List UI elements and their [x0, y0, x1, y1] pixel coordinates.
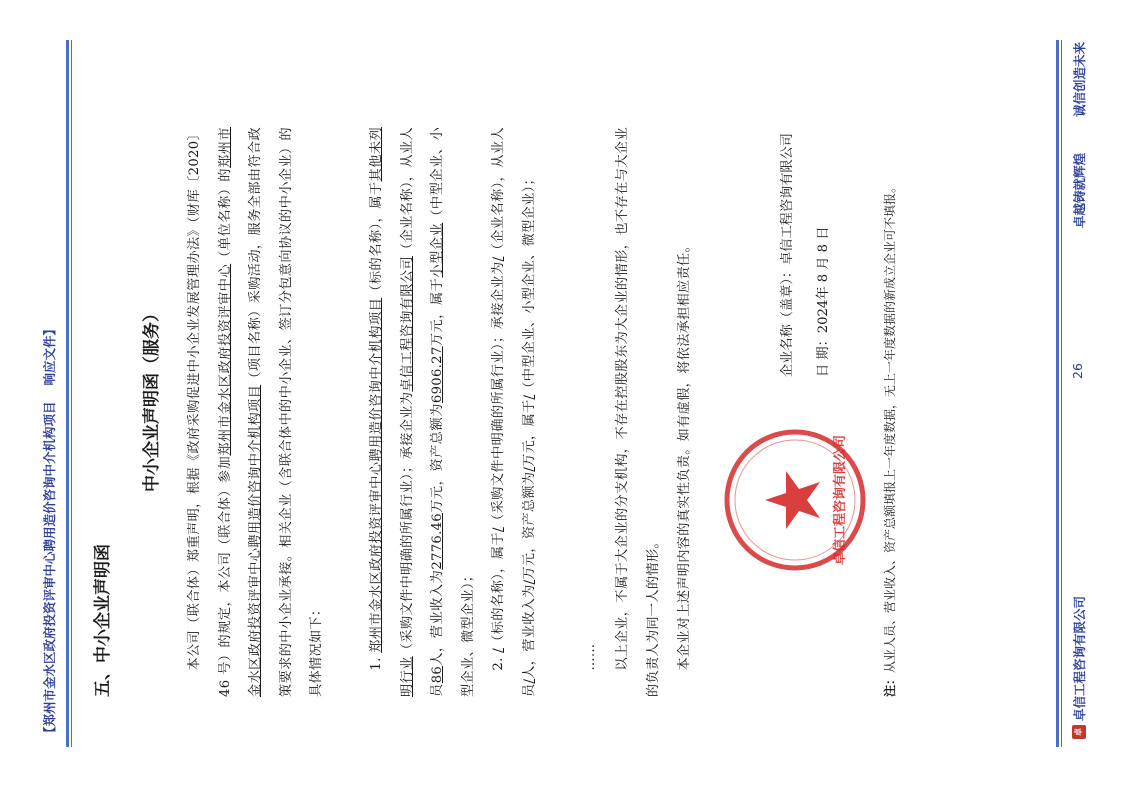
item2-paragraph: [484, 127, 545, 697]
intro-text-2: （单位名称）的: [217, 167, 233, 264]
project-name: 郑州市金水区政府投资评审中心聘用造价咨询中介机构项目: [217, 126, 263, 697]
item1-text: （标的名称），属于: [369, 181, 384, 298]
item2-text: （标的名称），属于: [491, 531, 506, 649]
footnote-label: 注：: [883, 672, 897, 697]
item2-blank: /: [491, 256, 506, 262]
item2-text: 万元，属于: [521, 399, 537, 467]
item1-text: 万元，属于: [430, 277, 445, 347]
item2-text: 万元，资产总额为: [521, 471, 537, 580]
signature-date: 日 期：2024年 8 月 8 日: [816, 226, 831, 377]
item1-text: 万元，资产总额为: [430, 403, 445, 514]
item1-text: 人，营业收入为: [430, 569, 445, 666]
footer-company-name: 卓信工程咨询有限公司: [1072, 595, 1087, 721]
item1-lot: 郑州市金水区政府投资评审中心聘用造价咨询中介机构项目: [369, 297, 384, 653]
ellipsis: ……: [583, 643, 598, 671]
item1-size: 小型企业: [430, 222, 445, 278]
item2-blank: /: [491, 527, 506, 532]
item2-blank: /: [521, 466, 537, 472]
item2-blank: /: [521, 579, 537, 585]
intro-paragraph: [180, 127, 333, 697]
page-footer: [1070, 42, 1092, 739]
item1-number: 1.: [369, 657, 384, 671]
footer-slogan-2: 诚信创造未来: [1072, 42, 1087, 118]
footnote-text: 从业人员、营业收入、资产总额填报上一年度数据，无上一年度数据的新成立企业可不填报。: [883, 180, 897, 673]
item2-text: （采购文件中明确的所属行业）；承接企业为: [491, 261, 506, 528]
item1-paragraph: [362, 127, 484, 697]
intro-text-3: （项目名称）采购活动，服务全部由符合政策要求的中小企业承接。相关企业（含联合体中的中小企业、签订分包意向协议的中小企业）的具体情况如下：: [248, 127, 324, 697]
item1-assets: 6906.27: [430, 346, 445, 404]
item2-text: 人，营业收入为: [521, 584, 537, 679]
item2-blank: /: [521, 678, 537, 684]
non-large-enterprise-paragraph: 以上企业，不属于大企业的分支机构，不存在控股股东为大企业的情形，也不存在与大企业的负责人为同一人的情形。: [615, 127, 661, 697]
svg-text:卓信工程咨询有限公司: 卓信工程咨询有限公司: [833, 434, 848, 566]
header-rule: [66, 40, 69, 747]
item1-staff: 86: [430, 665, 445, 684]
item1-revenue: 2776.46: [430, 513, 445, 570]
footer-company: [1070, 596, 1088, 739]
item2-text: （中型企业、小型企业、微型企业）；: [521, 172, 537, 395]
section-title: 五、中小企业声明函: [93, 544, 113, 697]
company-seal-stamp: [720, 425, 870, 575]
footer-slogan-1: 卓越铸就辉煌: [1072, 153, 1087, 229]
footnote: [880, 57, 900, 697]
truth-paragraph: 本企业对上述声明内容的真实性负责。如有虚假，将依法承担相应责任。: [677, 239, 692, 671]
item1-text: （中型企业、小型企业、微型企业）；: [430, 127, 476, 697]
item1-company: 卓信工程咨询有限公司: [399, 255, 415, 392]
header-tag: 响应文件】: [42, 322, 57, 386]
header-rule-thin: [71, 40, 72, 747]
intro-text-1: 本公司（联合体）郑重声明，根据《政府采购促进中小企业发展管理办法》（财库〔2020〕46 号）的规定，本公司（联合体）参加: [187, 127, 233, 697]
item2-text: （企业名称），从业人员: [491, 127, 537, 697]
footer-rule-thin: [1061, 40, 1062, 747]
company-logo-icon: 卓: [1072, 725, 1086, 739]
page-header: [40, 42, 62, 739]
signature-company: 企业名称（盖章）：卓信工程咨询有限公司: [780, 133, 795, 377]
item1-industry: 其他未列明行业: [369, 127, 415, 697]
item1-text: （采购文件中明确的所属行业）；承接企业为: [399, 391, 415, 657]
page-number: 26: [1070, 363, 1085, 379]
footer-slogans: [1070, 42, 1088, 228]
item2-blank: /: [491, 648, 506, 653]
item1-text: （企业名称），从业人员: [399, 127, 445, 697]
footer-rule: [1056, 40, 1059, 747]
document-title: 中小企业声明函（服务）: [142, 305, 162, 492]
item2-number: 2.: [491, 657, 506, 671]
header-project: 【郑州市金水区政府投资评审中心聘用造价咨询中介机构项目: [42, 401, 57, 739]
buyer-name: 郑州市金水区政府投资评审中心: [217, 263, 233, 456]
item2-blank: /: [521, 394, 537, 400]
